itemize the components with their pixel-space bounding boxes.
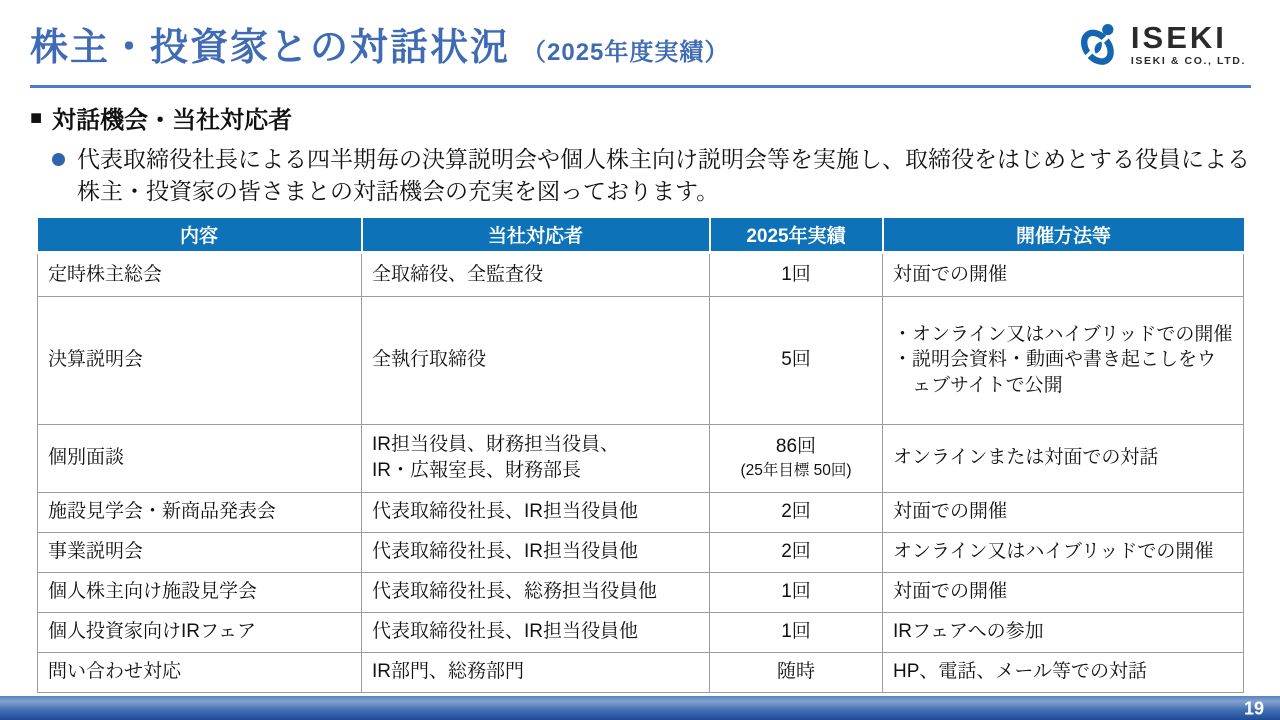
count-value: 1回	[781, 621, 811, 643]
cell-content: 決算説明会	[38, 296, 362, 424]
square-marker-icon: ■	[30, 106, 43, 129]
cell-method	[883, 492, 1244, 532]
method-item: 対面での開催	[893, 501, 1008, 523]
cell-method	[883, 424, 1244, 492]
respondent-line: 代表取締役社長、IR担当役員他	[372, 621, 639, 643]
count-value: 5回	[781, 349, 811, 371]
cell-content: 個人投資家向けIRフェア	[38, 612, 362, 652]
count-note: (25年目標 50回)	[740, 461, 852, 479]
respondent-line: 代表取締役社長、IR担当役員他	[372, 501, 639, 523]
page-title: 株主・投資家との対話状況	[30, 27, 511, 69]
count-value: 1回	[781, 263, 811, 285]
respondent-line: 代表取締役社長、IR担当役員他	[372, 541, 639, 563]
header-cell-content: 内容	[38, 218, 362, 252]
cell-count	[710, 612, 883, 652]
method-item: IRフェアへの参加	[893, 621, 1044, 643]
table-row	[38, 296, 1244, 424]
bullet-dot-icon	[52, 153, 65, 166]
method-item: HP、電話、メール等での対話	[893, 661, 1148, 683]
cell-content: 個別面談	[38, 424, 362, 492]
count-value: 随時	[776, 661, 815, 683]
cell-method	[883, 572, 1244, 612]
method-item: オンラインまたは対面での対話	[893, 447, 1159, 469]
section-heading-label: 対話機会・当社対応者	[52, 107, 293, 134]
cell-content: 事業説明会	[38, 532, 362, 572]
respondent-line: IR担当役員、財務担当役員、	[372, 434, 620, 456]
cell-count	[710, 532, 883, 572]
cell-method	[883, 532, 1244, 572]
table-row	[38, 532, 1244, 572]
dialogue-table-header	[38, 218, 1244, 252]
method-item: 対面での開催	[893, 263, 1008, 285]
respondent-line: 代表取締役社長、総務担当役員他	[372, 581, 658, 603]
dialogue-table	[37, 218, 1244, 693]
method-item: ・説明会資料・動画や書き起こしをウェブサイトで公開	[893, 349, 1217, 396]
cell-count	[710, 424, 883, 492]
dialogue-table-body	[38, 252, 1244, 692]
respondent-line: 全執行取締役	[372, 349, 487, 371]
table-row	[38, 612, 1244, 652]
section-heading	[30, 100, 292, 135]
cell-method	[883, 612, 1244, 652]
table-row	[38, 572, 1244, 612]
cell-content: 個人株主向け施設見学会	[38, 572, 362, 612]
title-block	[30, 16, 729, 71]
count-value: 2回	[781, 501, 811, 523]
cell-content: 施設見学会・新商品発表会	[38, 492, 362, 532]
cell-respondents	[362, 492, 710, 532]
respondent-line: IR・広報室長、財務部長	[372, 460, 582, 481]
page-title-suffix: （2025年度実績）	[522, 39, 730, 66]
table-row	[38, 252, 1244, 296]
count-value: 2回	[781, 541, 811, 563]
logo-wordmark: ISEKI	[1130, 19, 1227, 55]
table-row	[38, 424, 1244, 492]
footer-bar	[0, 696, 1280, 720]
iseki-emblem-icon	[1075, 20, 1123, 68]
respondent-line: 全取締役、全監査役	[372, 263, 544, 285]
cell-respondents	[362, 424, 710, 492]
title-underline-rule	[30, 85, 1251, 88]
cell-count	[710, 572, 883, 612]
cell-method	[883, 252, 1244, 296]
bullet-row	[52, 144, 1252, 207]
cell-respondents	[362, 572, 710, 612]
iseki-logo	[1075, 20, 1246, 68]
cell-respondents	[362, 532, 710, 572]
table-row	[38, 492, 1244, 532]
method-item: 対面での開催	[893, 581, 1008, 603]
logo-text	[1130, 19, 1246, 67]
cell-count	[710, 492, 883, 532]
cell-content: 問い合わせ対応	[38, 652, 362, 692]
cell-count	[710, 252, 883, 296]
method-item: ・オンライン又はハイブリッドでの開催	[893, 323, 1233, 345]
cell-count	[710, 652, 883, 692]
method-item: オンライン又はハイブリッドでの開催	[893, 541, 1214, 563]
logo-company-name: ISEKI & CO., LTD.	[1130, 54, 1246, 67]
cell-count	[710, 296, 883, 424]
header-cell-respondents: 当社対応者	[362, 218, 710, 252]
header-cell-method: 開催方法等	[883, 218, 1244, 252]
cell-respondents	[362, 652, 710, 692]
cell-method	[883, 296, 1244, 424]
page-number: 19	[1243, 698, 1264, 719]
cell-respondents	[362, 296, 710, 424]
bullet-text: 代表取締役社長による四半期毎の決算説明会や個人株主向け説明会等を実施し、取締役をはじめとする役員による株主・投資家の皆さまとの対話機会の充実を図っております。	[77, 146, 1250, 204]
cell-respondents	[362, 252, 710, 296]
cell-respondents	[362, 612, 710, 652]
table-row	[38, 652, 1244, 692]
header-row	[38, 218, 1244, 252]
count-value: 1回	[781, 581, 811, 603]
header-cell-count: 2025年実績	[710, 218, 883, 252]
count-value: 86回	[775, 436, 817, 458]
cell-content: 定時株主総会	[38, 252, 362, 296]
cell-method	[883, 652, 1244, 692]
respondent-line: IR部門、総務部門	[372, 661, 525, 683]
